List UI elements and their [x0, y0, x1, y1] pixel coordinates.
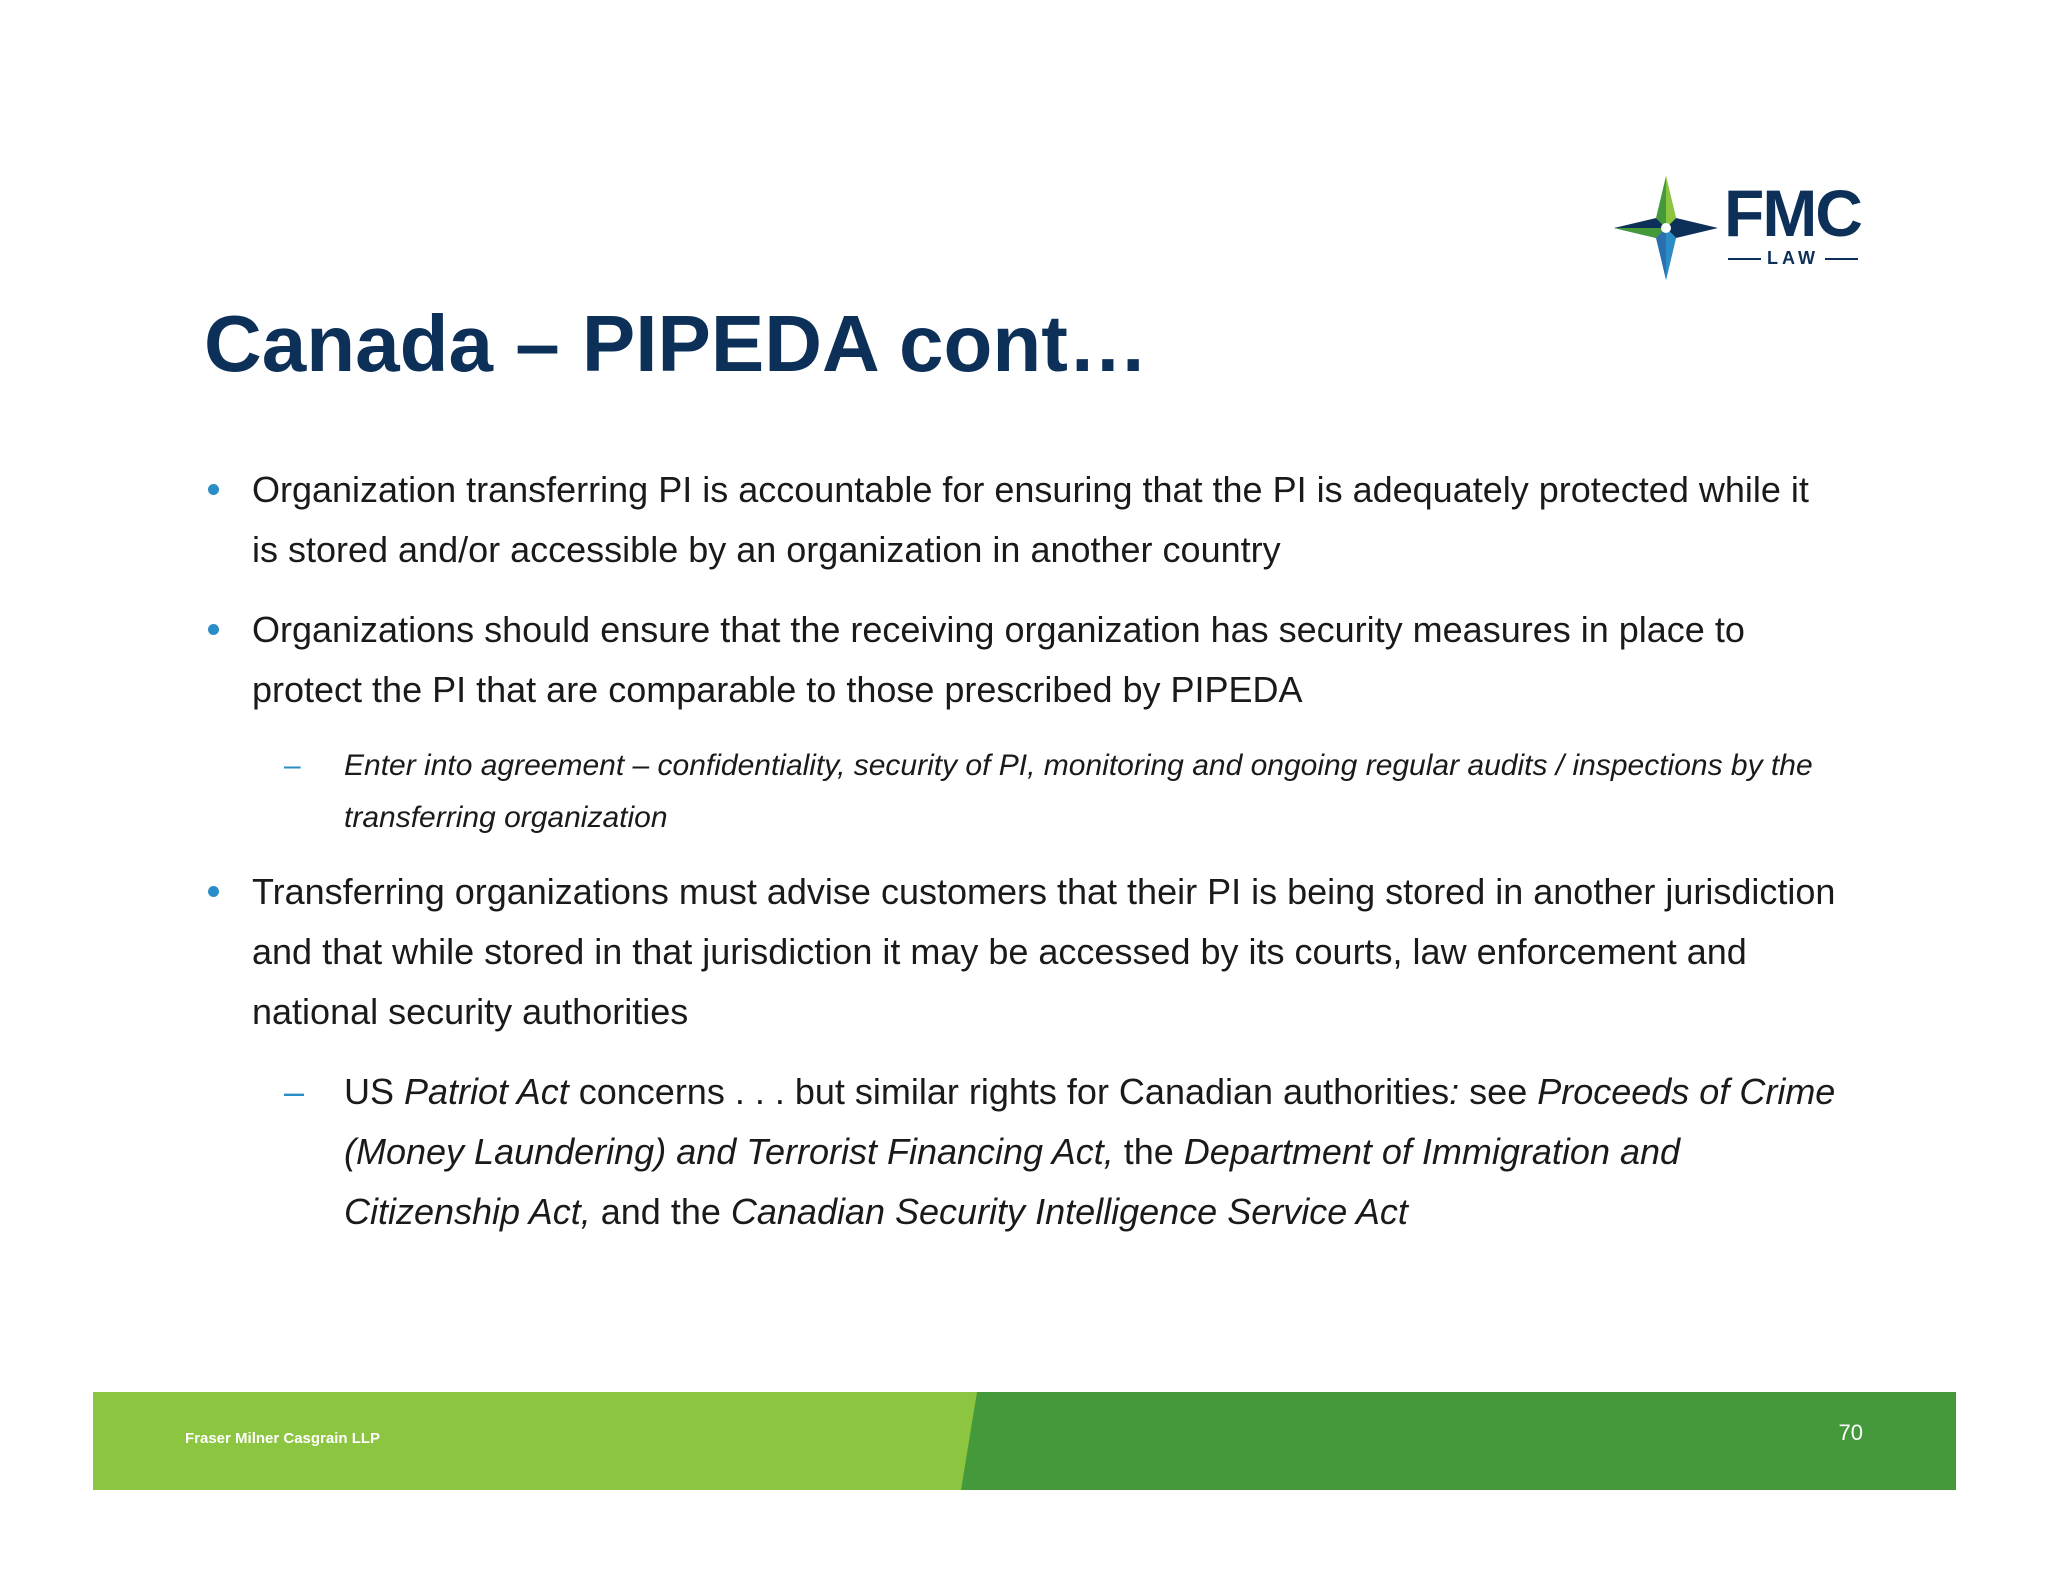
dash-icon: – — [284, 749, 301, 782]
bullet-item — [204, 460, 1844, 580]
dash-icon: – — [284, 1071, 305, 1112]
bullet-dot-icon — [208, 484, 219, 495]
logo-subtitle — [1728, 248, 1858, 269]
sub-bullet-item — [204, 1062, 1844, 1242]
footer-bar — [93, 1392, 1956, 1490]
bullet-dot-icon — [208, 886, 219, 897]
bullet-list — [204, 460, 1844, 1260]
page-number: 70 — [1838, 1420, 1863, 1445]
bullet-text: Transferring organizations must advise customers that their PI is being stored in another jurisdiction and that while stored in that jurisdiction it may be accessed by its courts, law enforcement and national security authorities — [252, 871, 1836, 1032]
sub-bullet-text: US Patriot Act concerns . . . but similar rights for Canadian authorities: see Proceeds of Crime (Money Laundering) and Terrorist Financing Act, the Department of Immigration and Citizenship Act, and the Canadian Security Intelligence Service Act — [344, 1071, 1836, 1232]
bullet-item — [204, 862, 1844, 1042]
logo-wordmark: FMC — [1724, 176, 1861, 250]
bullet-dot-icon — [208, 624, 219, 635]
fmc-law-logo — [1614, 176, 1870, 280]
bullet-text: Organization transferring PI is accountable for ensuring that the PI is adequately protected while it is stored and/or accessible by an organization in another country — [252, 469, 1809, 570]
footer-firm-name: Fraser Milner Casgrain LLP — [185, 1430, 381, 1447]
sub-bullet-text: Enter into agreement – confidentiality, security of PI, monitoring and ongoing regular audits / inspections by the transferring organization — [344, 749, 1813, 834]
compass-star-icon — [1614, 176, 1718, 280]
slide-title: Canada – PIPEDA cont… — [204, 299, 1148, 388]
logo-subtitle-text: LAW — [1767, 248, 1819, 268]
bullet-item — [204, 600, 1844, 720]
sub-bullet-item — [204, 740, 1844, 844]
bullet-text: Organizations should ensure that the receiving organization has security measures in place to protect the PI that are comparable to those prescribed by PIPEDA — [252, 609, 1745, 710]
